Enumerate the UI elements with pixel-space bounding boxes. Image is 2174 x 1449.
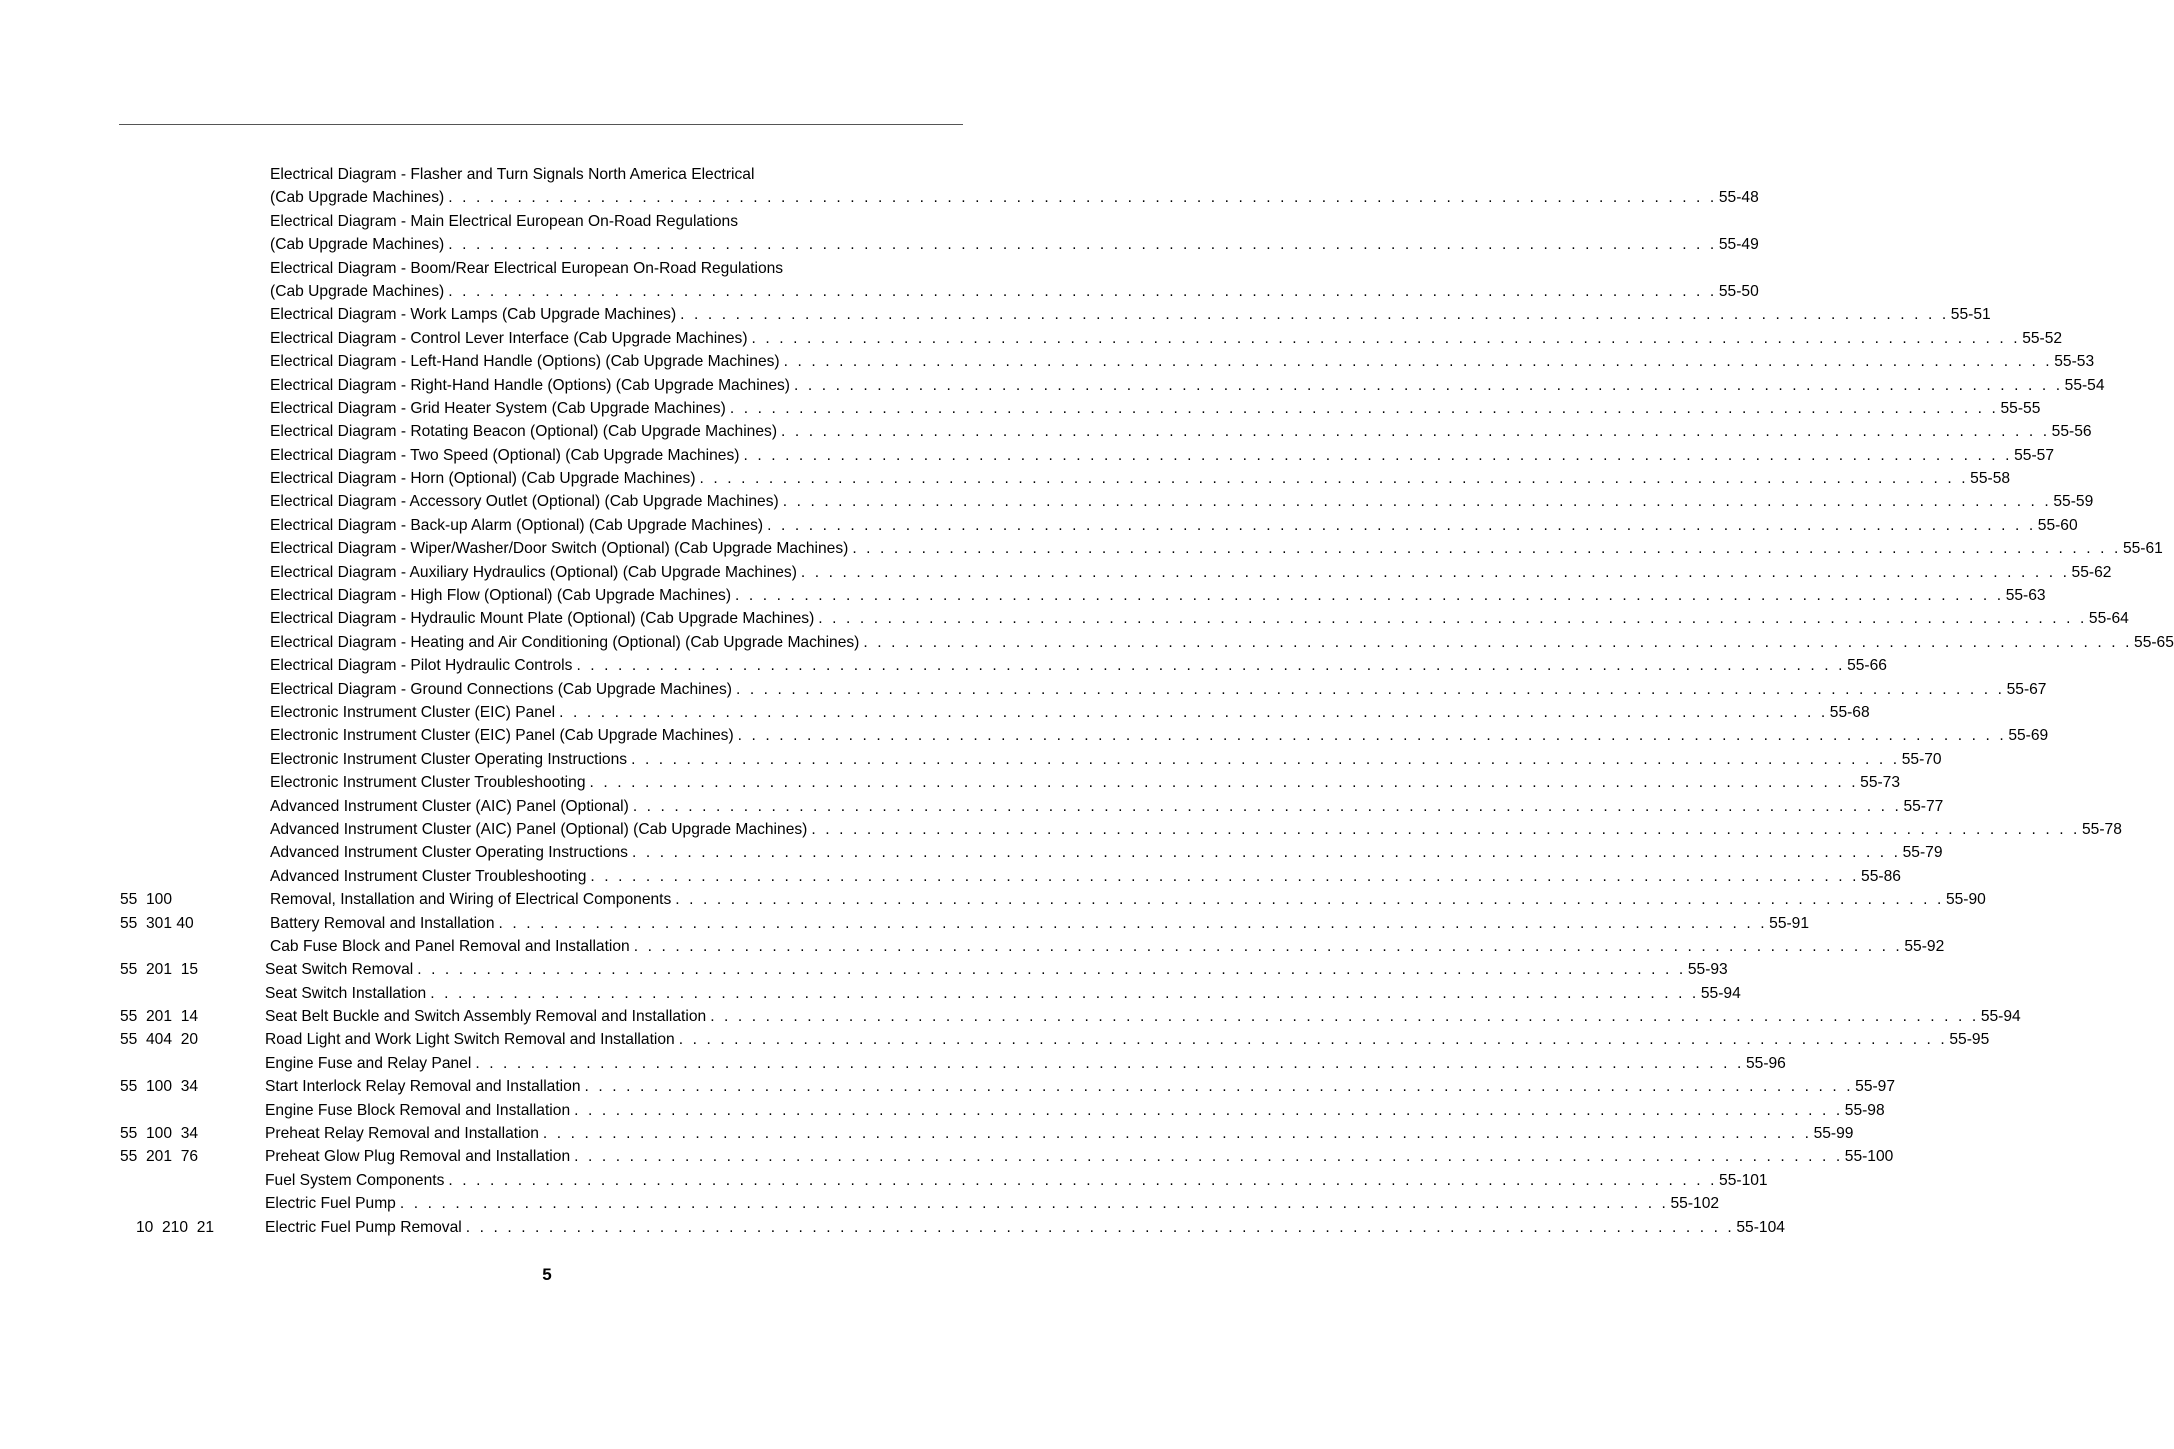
toc-entry[interactable] bbox=[0, 678, 2047, 701]
toc-entry-line bbox=[265, 1122, 1854, 1145]
dot-leader: . . . . . . . . . . . . . . . . . . . . . . . . . . . . . . . . . . . . . . . . . . . . . . . . . . . . . . . . . . . . . . . . . . . . . . . . . . . . . . . . . . . . . . . . . . . . bbox=[448, 282, 1717, 300]
toc-entry-code: 55 201 76 bbox=[120, 1148, 199, 1166]
toc-entry-line bbox=[265, 1099, 1885, 1122]
toc-entry[interactable] bbox=[0, 420, 2092, 443]
toc-entry-line bbox=[270, 327, 2063, 350]
toc-entry-line bbox=[265, 958, 1728, 981]
header-rule bbox=[119, 124, 963, 125]
dot-leader: . . . . . . . . . . . . . . . . . . . . . . . . . . . . . . . . . . . . . . . . . . . . . . . . . . . . . . . . . . . . . . . . . . . . . . . . . . . . . . . . . . . . . . . . . . . . bbox=[852, 540, 2121, 558]
toc-entry-heading bbox=[0, 163, 1024, 186]
dot-leader: . . . . . . . . . . . . . . . . . . . . . . . . . . . . . . . . . . . . . . . . . . . . . . . . . . . . . . . . . . . . . . . . . . . . . . . . . . . . . . . . . . . . . . . . . . . . bbox=[399, 1195, 1669, 1213]
toc-entry-page: 55-51 bbox=[1950, 306, 1991, 324]
toc-entry-title: Electrical Diagram - Horn (Optional) (Cab Upgrade Machines) bbox=[270, 470, 696, 488]
toc-entry-title: Seat Switch Removal bbox=[265, 961, 414, 979]
dot-leader: . . . . . . . . . . . . . . . . . . . . . . . . . . . . . . . . . . . . . . . . . . . . . . . . . . . . . . . . . . . . . . . . . . . . . . . . . . . . . . . . . . . . . . . . . . . . bbox=[751, 329, 2021, 347]
toc-entry-page: 55-96 bbox=[1745, 1054, 1786, 1072]
toc-entry[interactable] bbox=[0, 771, 1901, 794]
toc-entry-line bbox=[270, 701, 1870, 724]
dot-leader: . . . . . . . . . . . . . . . . . . . . . . . . . . . . . . . . . . . . . . . . . . . . . . . . . . . . . . . . . . . . . . . . . . . . . . . . . . . . . . . . . . . . . . . . . . . . bbox=[863, 633, 2133, 651]
toc-entry-page: 55-67 bbox=[2006, 680, 2047, 698]
toc-entry-title: Electronic Instrument Cluster Troubleshooting bbox=[270, 774, 586, 792]
toc-entry-page: 55-48 bbox=[1718, 189, 1759, 207]
toc-entry-title: Electrical Diagram - Control Lever Interface (Cab Upgrade Machines) bbox=[270, 329, 748, 347]
dot-leader: . . . . . . . . . . . . . . . . . . . . . . . . . . . . . . . . . . . . . . . . . . . . . . . . . . . . . . . . . . . . . . . . . . . . . . . . . . . . . . . . . . . . . . . . . . . . bbox=[584, 1078, 1854, 1096]
toc-entry-page: 55-79 bbox=[1902, 844, 1943, 862]
dot-leader: . . . . . . . . . . . . . . . . . . . . . . . . . . . . . . . . . . . . . . . . . . . . . . . . . . . . . . . . . . . . . . . . . . . . . . . . . . . . . . . . . . . . . . . . . . . . bbox=[781, 423, 2050, 441]
toc-entry-title: Electrical Diagram - Auxiliary Hydraulics (Optional) (Cab Upgrade Machines) bbox=[270, 563, 797, 581]
toc-entry-page: 55-58 bbox=[1970, 470, 2011, 488]
dot-leader: . . . . . . . . . . . . . . . . . . . . . . . . . . . . . . . . . . . . . . . . . . . . . . . . . . . . . . . . . . . . . . . . . . . . . . . . . . . . . . . . . . . . . . . . . . . . bbox=[800, 563, 2070, 581]
toc-entry-line bbox=[270, 935, 1945, 958]
toc-entry-page: 55-73 bbox=[1860, 774, 1901, 792]
dot-leader: . . . . . . . . . . . . . . . . . . . . . . . . . . . . . . . . . . . . . . . . . . . . . . . . . . . . . . . . . . . . . . . . . . . . . . . . . . . . . . . . . . . . . . . . . . . . bbox=[818, 610, 2087, 628]
dot-leader: . . . . . . . . . . . . . . . . . . . . . . . . . . . . . . . . . . . . . . . . . . . . . . . . . . . . . . . . . . . . . . . . . . . . . . . . . . . . . . . . . . . . . . . . . . . . bbox=[783, 353, 2053, 371]
toc-entry-line bbox=[270, 514, 2078, 537]
toc-entry[interactable] bbox=[0, 818, 2122, 841]
toc-entry[interactable] bbox=[0, 374, 2105, 397]
toc-entry-line bbox=[270, 303, 1991, 326]
toc-entry-code: 55 201 15 bbox=[120, 961, 199, 979]
toc-entry-title: Electrical Diagram - Work Lamps (Cab Upgrade Machines) bbox=[270, 306, 677, 324]
toc-entry-page: 55-70 bbox=[1901, 750, 1942, 768]
toc-entry[interactable] bbox=[0, 397, 2041, 420]
toc-entry-line bbox=[270, 233, 1759, 256]
dot-leader: . . . . . . . . . . . . . . . . . . . . . . . . . . . . . . . . . . . . . . . . . . . . . . . . . . . . . . . . . . . . . . . . . . . . . . . . . . . . . . . . . . . . . . . . . . . . bbox=[767, 516, 2036, 534]
toc-entry-title: (Cab Upgrade Machines) bbox=[270, 236, 445, 254]
toc-entry-line bbox=[270, 771, 1901, 794]
dot-leader: . . . . . . . . . . . . . . . . . . . . . . . . . . . . . . . . . . . . . . . . . . . . . . . . . . . . . . . . . . . . . . . . . . . . . . . . . . . . . . . . . . . . . . . . . . . . bbox=[475, 1054, 1744, 1072]
toc-entry-page: 55-94 bbox=[1980, 1008, 2021, 1026]
toc-entry-title: Electrical Diagram - Rotating Beacon (Optional) (Cab Upgrade Machines) bbox=[270, 423, 778, 441]
toc-entry-line bbox=[265, 1075, 1896, 1098]
toc-entry-title: Battery Removal and Installation bbox=[270, 914, 495, 932]
dot-leader: . . . . . . . . . . . . . . . . . . . . . . . . . . . . . . . . . . . . . . . . . . . . . . . . . . . . . . . . . . . . . . . . . . . . . . . . . . . . . . . . . . . . . . . . . . . . bbox=[737, 727, 2007, 745]
toc-entry[interactable] bbox=[0, 701, 1870, 724]
dot-leader: . . . . . . . . . . . . . . . . . . . . . . . . . . . . . . . . . . . . . . . . . . . . . . . . . . . . . . . . . . . . . . . . . . . . . . . . . . . . . . . . . . . . . . . . . . . . bbox=[794, 376, 2063, 394]
table-of-contents bbox=[0, 163, 2174, 1239]
toc-entry-title: (Cab Upgrade Machines) bbox=[270, 189, 445, 207]
dot-leader: . . . . . . . . . . . . . . . . . . . . . . . . . . . . . . . . . . . . . . . . . . . . . . . . . . . . . . . . . . . . . . . . . . . . . . . . . . . . . . . . . . . . . . . . . . . . bbox=[710, 1008, 1979, 1026]
page-number: 5 bbox=[542, 1265, 552, 1284]
toc-entry-title: Electronic Instrument Cluster Operating Instructions bbox=[270, 750, 628, 768]
dot-leader: . . . . . . . . . . . . . . . . . . . . . . . . . . . . . . . . . . . . . . . . . . . . . . . . . . . . . . . . . . . . . . . . . . . . . . . . . . . . . . . . . . . . . . . . . . . . bbox=[576, 657, 1846, 675]
toc-entry-page: 55-102 bbox=[1670, 1195, 1720, 1213]
toc-entry[interactable] bbox=[0, 841, 1943, 864]
toc-entry-title: Electrical Diagram - Pilot Hydraulic Controls bbox=[270, 657, 573, 675]
toc-entry-page: 55-91 bbox=[1769, 914, 1810, 932]
toc-entry[interactable] bbox=[0, 233, 1759, 256]
toc-entry[interactable] bbox=[0, 654, 1887, 677]
toc-entry-title: Advanced Instrument Cluster Operating Instructions bbox=[270, 844, 628, 862]
toc-entry-page: 55-68 bbox=[1829, 703, 1870, 721]
dot-leader: . . . . . . . . . . . . . . . . . . . . . . . . . . . . . . . . . . . . . . . . . . . . . . . . . . . . . . . . . . . . . . . . . . . . . . . . . . . . . . . . . . . . . . . . . . . . bbox=[632, 797, 1902, 815]
toc-entry-page: 55-50 bbox=[1718, 282, 1759, 300]
toc-entry-page: 55-90 bbox=[1945, 891, 1986, 909]
toc-entry-line bbox=[270, 888, 1986, 911]
toc-entry-code: 55 404 20 bbox=[120, 1031, 199, 1049]
dot-leader: . . . . . . . . . . . . . . . . . . . . . . . . . . . . . . . . . . . . . . . . . . . . . . . . . . . . . . . . . . . . . . . . . . . . . . . . . . . . . . . . . . . . . . . . . . . . bbox=[633, 937, 1903, 955]
toc-entry-title: Electrical Diagram - Right-Hand Handle (Options) (Cab Upgrade Machines) bbox=[270, 376, 790, 394]
toc-entry[interactable] bbox=[0, 607, 2129, 630]
toc-entry[interactable] bbox=[0, 350, 2095, 373]
toc-entry-title: Electrical Diagram - Hydraulic Mount Plate (Optional) (Cab Upgrade Machines) bbox=[270, 610, 815, 628]
toc-entry-title: Electrical Diagram - Wiper/Washer/Door Switch (Optional) (Cab Upgrade Machines) bbox=[270, 540, 849, 558]
toc-entry-title: Removal, Installation and Wiring of Electrical Components bbox=[270, 891, 672, 909]
toc-entry[interactable] bbox=[0, 1169, 1768, 1192]
toc-entry-page: 55-99 bbox=[1813, 1125, 1854, 1143]
toc-entry-page: 55-52 bbox=[2022, 329, 2063, 347]
toc-entry-line bbox=[265, 982, 1741, 1005]
toc-entry-page: 55-94 bbox=[1700, 984, 1741, 1002]
toc-entry-title: Advanced Instrument Cluster (AIC) Panel (Optional) (Cab Upgrade Machines) bbox=[270, 820, 808, 838]
toc-entry-page: 55-77 bbox=[1903, 797, 1944, 815]
dot-leader: . . . . . . . . . . . . . . . . . . . . . . . . . . . . . . . . . . . . . . . . . . . . . . . . . . . . . . . . . . . . . . . . . . . . . . . . . . . . . . . . . . . . . . . . . . . . bbox=[430, 984, 1699, 1002]
toc-entry-page: 55-59 bbox=[2053, 493, 2094, 511]
toc-entry[interactable] bbox=[0, 1122, 1854, 1145]
toc-entry-page: 55-66 bbox=[1847, 657, 1887, 675]
toc-entry-title: Seat Belt Buckle and Switch Assembly Removal and Installation bbox=[265, 1008, 707, 1026]
dot-leader: . . . . . . . . . . . . . . . . . . . . . . . . . . . . . . . . . . . . . . . . . . . . . . . . . . . . . . . . . . . . . . . . . . . . . . . . . . . . . . . . . . . . . . . . . . . . bbox=[448, 236, 1717, 254]
toc-entry-title: Engine Fuse Block Removal and Installation bbox=[265, 1101, 571, 1119]
toc-entry-line bbox=[270, 444, 2054, 467]
toc-entry-title: Engine Fuse and Relay Panel bbox=[265, 1054, 472, 1072]
toc-entry-line bbox=[270, 584, 2046, 607]
toc-entry-title: Electric Fuel Pump Removal bbox=[265, 1218, 462, 1236]
dot-leader: . . . . . . . . . . . . . . . . . . . . . . . . . . . . . . . . . . . . . . . . . . . . . . . . . . . . . . . . . . . . . . . . . . . . . . . . . . . . . . . . . . . . . . . . . . . . bbox=[574, 1101, 1843, 1119]
toc-entry-title: Seat Switch Installation bbox=[265, 984, 427, 1002]
toc-entry-title: Advanced Instrument Cluster (AIC) Panel (Optional) bbox=[270, 797, 629, 815]
toc-entry-title-line1: Electrical Diagram - Flasher and Turn Signals North America Electrical bbox=[270, 166, 755, 183]
toc-entry-page: 55-60 bbox=[2037, 516, 2078, 534]
toc-entry-page: 55-62 bbox=[2071, 563, 2112, 581]
dot-leader: . . . . . . . . . . . . . . . . . . . . . . . . . . . . . . . . . . . . . . . . . . . . . . . . . . . . . . . . . . . . . . . . . . . . . . . . . . . . . . . . . . . . . . . . . . . . bbox=[448, 1171, 1718, 1189]
toc-entry[interactable] bbox=[0, 982, 1741, 1005]
toc-entry-page: 55-86 bbox=[1861, 867, 1901, 885]
dot-leader: . . . . . . . . . . . . . . . . . . . . . . . . . . . . . . . . . . . . . . . . . . . . . . . . . . . . . . . . . . . . . . . . . . . . . . . . . . . . . . . . . . . . . . . . . . . . bbox=[542, 1125, 1812, 1143]
dot-leader: . . . . . . . . . . . . . . . . . . . . . . . . . . . . . . . . . . . . . . . . . . . . . . . . . . . . . . . . . . . . . . . . . . . . . . . . . . . . . . . . . . . . . . . . . . . . bbox=[465, 1218, 1735, 1236]
toc-entry-code: 55 100 bbox=[120, 891, 173, 909]
toc-entry-page: 55-64 bbox=[2088, 610, 2129, 628]
toc-entry-page: 55-95 bbox=[1949, 1031, 1990, 1049]
toc-entry-title: Electrical Diagram - Back-up Alarm (Optional) (Cab Upgrade Machines) bbox=[270, 516, 764, 534]
toc-entry-line bbox=[270, 397, 2041, 420]
toc-entry-page: 55-93 bbox=[1687, 961, 1728, 979]
dot-leader: . . . . . . . . . . . . . . . . . . . . . . . . . . . . . . . . . . . . . . . . . . . . . . . . . . . . . . . . . . . . . . . . . . . . . . . . . . . . . . . . . . . . . . . . . . . . bbox=[559, 703, 1828, 721]
toc-entry-line bbox=[270, 795, 1944, 818]
toc-entry[interactable] bbox=[0, 1145, 1894, 1168]
toc-entry-line bbox=[265, 1145, 1894, 1168]
toc-entry-line bbox=[265, 1005, 2021, 1028]
toc-entry-page: 55-54 bbox=[2064, 376, 2105, 394]
toc-entry-page: 55-56 bbox=[2051, 423, 2092, 441]
toc-entry-page: 55-63 bbox=[2005, 587, 2046, 605]
toc-entry[interactable] bbox=[0, 631, 2174, 654]
toc-entry-title: Start Interlock Relay Removal and Installation bbox=[265, 1078, 581, 1096]
toc-entry-title: Cab Fuse Block and Panel Removal and Installation bbox=[270, 937, 630, 955]
toc-entry[interactable] bbox=[0, 795, 1944, 818]
toc-entry-page: 55-55 bbox=[2000, 399, 2041, 417]
toc-entry-line bbox=[270, 350, 2095, 373]
toc-entry-page: 55-53 bbox=[2054, 353, 2095, 371]
dot-leader: . . . . . . . . . . . . . . . . . . . . . . . . . . . . . . . . . . . . . . . . . . . . . . . . . . . . . . . . . . . . . . . . . . . . . . . . . . . . . . . . . . . . . . . . . . . . bbox=[631, 844, 1901, 862]
toc-entry[interactable] bbox=[0, 444, 2054, 467]
dot-leader: . . . . . . . . . . . . . . . . . . . . . . . . . . . . . . . . . . . . . . . . . . . . . . . . . . . . . . . . . . . . . . . . . . . . . . . . . . . . . . . . . . . . . . . . . . . . bbox=[680, 306, 1949, 324]
toc-entry[interactable] bbox=[0, 724, 2049, 747]
toc-entry-code: 55 100 34 bbox=[120, 1078, 199, 1096]
toc-entry-page: 55-101 bbox=[1719, 1171, 1768, 1189]
toc-entry[interactable] bbox=[0, 186, 1759, 209]
toc-entry-title: Electrical Diagram - High Flow (Optional) (Cab Upgrade Machines) bbox=[270, 587, 732, 605]
toc-entry[interactable] bbox=[0, 1192, 1720, 1215]
toc-entry-page: 55-92 bbox=[1904, 937, 1945, 955]
toc-entry[interactable] bbox=[0, 467, 2011, 490]
toc-entry-title: Electronic Instrument Cluster (EIC) Panel bbox=[270, 703, 556, 721]
toc-entry-line bbox=[270, 841, 1943, 864]
toc-entry-title: Electrical Diagram - Heating and Air Conditioning (Optional) (Cab Upgrade Machines) bbox=[270, 633, 860, 651]
toc-entry-code: 55 201 14 bbox=[120, 1008, 199, 1026]
toc-entry-line bbox=[265, 1216, 1785, 1239]
toc-entry[interactable] bbox=[0, 327, 2063, 350]
toc-entry-code: 55 301 40 bbox=[120, 914, 194, 932]
toc-entry-title: Electrical Diagram - Accessory Outlet (Optional) (Cab Upgrade Machines) bbox=[270, 493, 779, 511]
toc-entry-title: Electronic Instrument Cluster (EIC) Panel (Cab Upgrade Machines) bbox=[270, 727, 734, 745]
toc-entry-heading bbox=[0, 257, 1024, 280]
toc-entry-title: Electrical Diagram - Left-Hand Handle (Options) (Cab Upgrade Machines) bbox=[270, 353, 780, 371]
toc-entry[interactable] bbox=[0, 1005, 2021, 1028]
toc-entry-page: 55-49 bbox=[1718, 236, 1759, 254]
toc-entry[interactable] bbox=[0, 912, 1810, 935]
toc-entry-line bbox=[265, 1169, 1768, 1192]
dot-leader: . . . . . . . . . . . . . . . . . . . . . . . . . . . . . . . . . . . . . . . . . . . . . . . . . . . . . . . . . . . . . . . . . . . . . . . . . . . . . . . . . . . . . . . . . . . . bbox=[589, 774, 1859, 792]
toc-entry-title: Road Light and Work Light Switch Removal and Installation bbox=[265, 1031, 675, 1049]
dot-leader: . . . . . . . . . . . . . . . . . . . . . . . . . . . . . . . . . . . . . . . . . . . . . . . . . . . . . . . . . . . . . . . . . . . . . . . . . . . . . . . . . . . . . . . . . . . . bbox=[631, 750, 1900, 768]
toc-entry-line bbox=[270, 561, 2112, 584]
toc-entry-line bbox=[270, 631, 2174, 654]
toc-entry-page: 55-97 bbox=[1855, 1078, 1896, 1096]
toc-entry-line bbox=[265, 1052, 1786, 1075]
toc-entry[interactable] bbox=[0, 1099, 1885, 1122]
dot-leader: . . . . . . . . . . . . . . . . . . . . . . . . . . . . . . . . . . . . . . . . . . . . . . . . . . . . . . . . . . . . . . . . . . . . . . . . . . . . . . . . . . . . . . . . . . . . bbox=[735, 680, 2005, 698]
toc-entry[interactable] bbox=[0, 514, 2078, 537]
toc-entry-line bbox=[270, 374, 2105, 397]
toc-entry[interactable] bbox=[0, 748, 1942, 771]
dot-leader: . . . . . . . . . . . . . . . . . . . . . . . . . . . . . . . . . . . . . . . . . . . . . . . . . . . . . . . . . . . . . . . . . . . . . . . . . . . . . . . . . . . . . . . . . . . . bbox=[678, 1031, 1948, 1049]
toc-entry-title: Advanced Instrument Cluster Troubleshooting bbox=[270, 867, 587, 885]
toc-entry-line bbox=[270, 280, 1759, 303]
toc-entry-page: 55-65 bbox=[2134, 633, 2174, 651]
toc-entry-heading bbox=[0, 210, 1024, 233]
toc-entry-line bbox=[270, 678, 2047, 701]
toc-entry[interactable] bbox=[0, 1075, 1896, 1098]
toc-entry[interactable] bbox=[0, 888, 1986, 911]
toc-entry[interactable] bbox=[0, 1052, 1786, 1075]
dot-leader: . . . . . . . . . . . . . . . . . . . . . . . . . . . . . . . . . . . . . . . . . . . . . . . . . . . . . . . . . . . . . . . . . . . . . . . . . . . . . . . . . . . . . . . . . . . . bbox=[743, 446, 2013, 464]
toc-entry-page: 55-69 bbox=[2008, 727, 2049, 745]
toc-entry[interactable] bbox=[0, 490, 2094, 513]
toc-entry-line bbox=[270, 724, 2049, 747]
toc-entry[interactable] bbox=[0, 537, 2163, 560]
toc-entry[interactable] bbox=[0, 584, 2046, 607]
toc-entry-page: 55-104 bbox=[1736, 1218, 1785, 1236]
toc-entry-line bbox=[265, 1028, 1990, 1051]
dot-leader: . . . . . . . . . . . . . . . . . . . . . . . . . . . . . . . . . . . . . . . . . . . . . . . . . . . . . . . . . . . . . . . . . . . . . . . . . . . . . . . . . . . . . . . . . . . . bbox=[574, 1148, 1843, 1166]
toc-entry[interactable] bbox=[0, 303, 1991, 326]
toc-entry-line bbox=[270, 420, 2092, 443]
toc-entry-page: 55-98 bbox=[1844, 1101, 1885, 1119]
toc-entry[interactable] bbox=[0, 1216, 1785, 1239]
toc-entry-line bbox=[270, 654, 1887, 677]
toc-entry-line bbox=[270, 490, 2094, 513]
toc-entry[interactable] bbox=[0, 865, 1901, 888]
toc-entry[interactable] bbox=[0, 561, 2112, 584]
toc-entry-title: Preheat Relay Removal and Installation bbox=[265, 1125, 539, 1143]
toc-entry-page: 55-57 bbox=[2014, 446, 2054, 464]
toc-entry-title: Electrical Diagram - Grid Heater System (Cab Upgrade Machines) bbox=[270, 399, 726, 417]
dot-leader: . . . . . . . . . . . . . . . . . . . . . . . . . . . . . . . . . . . . . . . . . . . . . . . . . . . . . . . . . . . . . . . . . . . . . . . . . . . . . . . . . . . . . . . . . . . . bbox=[590, 867, 1860, 885]
toc-entry-title: Preheat Glow Plug Removal and Installation bbox=[265, 1148, 571, 1166]
toc-entry[interactable] bbox=[0, 935, 1945, 958]
toc-entry[interactable] bbox=[0, 958, 1728, 981]
toc-entry-page: 55-100 bbox=[1844, 1148, 1894, 1166]
toc-entry[interactable] bbox=[0, 1028, 1990, 1051]
toc-entry[interactable] bbox=[0, 280, 1759, 303]
toc-entry-title-line1: Electrical Diagram - Boom/Rear Electrical European On-Road Regulations bbox=[270, 259, 784, 277]
toc-entry-line bbox=[270, 748, 1942, 771]
toc-entry-title: Electric Fuel Pump bbox=[265, 1195, 396, 1213]
toc-entry-line bbox=[270, 537, 2163, 560]
toc-entry-title-line1: Electrical Diagram - Main Electrical European On-Road Regulations bbox=[270, 212, 739, 230]
dot-leader: . . . . . . . . . . . . . . . . . . . . . . . . . . . . . . . . . . . . . . . . . . . . . . . . . . . . . . . . . . . . . . . . . . . . . . . . . . . . . . . . . . . . . . . . . . . . bbox=[675, 891, 1944, 909]
toc-entry-line bbox=[270, 186, 1759, 209]
toc-entry-line bbox=[270, 865, 1901, 888]
toc-entry-line bbox=[270, 607, 2129, 630]
toc-entry-line bbox=[270, 818, 2122, 841]
toc-entry-title: Electrical Diagram - Ground Connections (Cab Upgrade Machines) bbox=[270, 680, 732, 698]
toc-entry-line bbox=[270, 467, 2011, 490]
toc-entry-page: 55-78 bbox=[2082, 820, 2122, 838]
dot-leader: . . . . . . . . . . . . . . . . . . . . . . . . . . . . . . . . . . . . . . . . . . . . . . . . . . . . . . . . . . . . . . . . . . . . . . . . . . . . . . . . . . . . . . . . . . . . bbox=[699, 470, 1969, 488]
dot-leader: . . . . . . . . . . . . . . . . . . . . . . . . . . . . . . . . . . . . . . . . . . . . . . . . . . . . . . . . . . . . . . . . . . . . . . . . . . . . . . . . . . . . . . . . . . . . bbox=[448, 189, 1717, 207]
dot-leader: . . . . . . . . . . . . . . . . . . . . . . . . . . . . . . . . . . . . . . . . . . . . . . . . . . . . . . . . . . . . . . . . . . . . . . . . . . . . . . . . . . . . . . . . . . . . bbox=[729, 399, 1999, 417]
toc-entry-title: Electrical Diagram - Two Speed (Optional) (Cab Upgrade Machines) bbox=[270, 446, 740, 464]
toc-entry-line bbox=[270, 912, 1810, 935]
toc-entry-title: (Cab Upgrade Machines) bbox=[270, 282, 445, 300]
toc-entry-line bbox=[265, 1192, 1720, 1215]
dot-leader: . . . . . . . . . . . . . . . . . . . . . . . . . . . . . . . . . . . . . . . . . . . . . . . . . . . . . . . . . . . . . . . . . . . . . . . . . . . . . . . . . . . . . . . . . . . . bbox=[417, 961, 1686, 979]
dot-leader: . . . . . . . . . . . . . . . . . . . . . . . . . . . . . . . . . . . . . . . . . . . . . . . . . . . . . . . . . . . . . . . . . . . . . . . . . . . . . . . . . . . . . . . . . . . . bbox=[735, 587, 2004, 605]
dot-leader: . . . . . . . . . . . . . . . . . . . . . . . . . . . . . . . . . . . . . . . . . . . . . . . . . . . . . . . . . . . . . . . . . . . . . . . . . . . . . . . . . . . . . . . . . . . . bbox=[811, 820, 2080, 838]
toc-entry-code: 10 210 21 bbox=[136, 1218, 215, 1236]
dot-leader: . . . . . . . . . . . . . . . . . . . . . . . . . . . . . . . . . . . . . . . . . . . . . . . . . . . . . . . . . . . . . . . . . . . . . . . . . . . . . . . . . . . . . . . . . . . . bbox=[498, 914, 1768, 932]
toc-entry-title: Fuel System Components bbox=[265, 1171, 445, 1189]
dot-leader: . . . . . . . . . . . . . . . . . . . . . . . . . . . . . . . . . . . . . . . . . . . . . . . . . . . . . . . . . . . . . . . . . . . . . . . . . . . . . . . . . . . . . . . . . . . . bbox=[782, 493, 2052, 511]
toc-entry-page: 55-61 bbox=[2122, 540, 2163, 558]
toc-entry-code: 55 100 34 bbox=[120, 1125, 199, 1143]
